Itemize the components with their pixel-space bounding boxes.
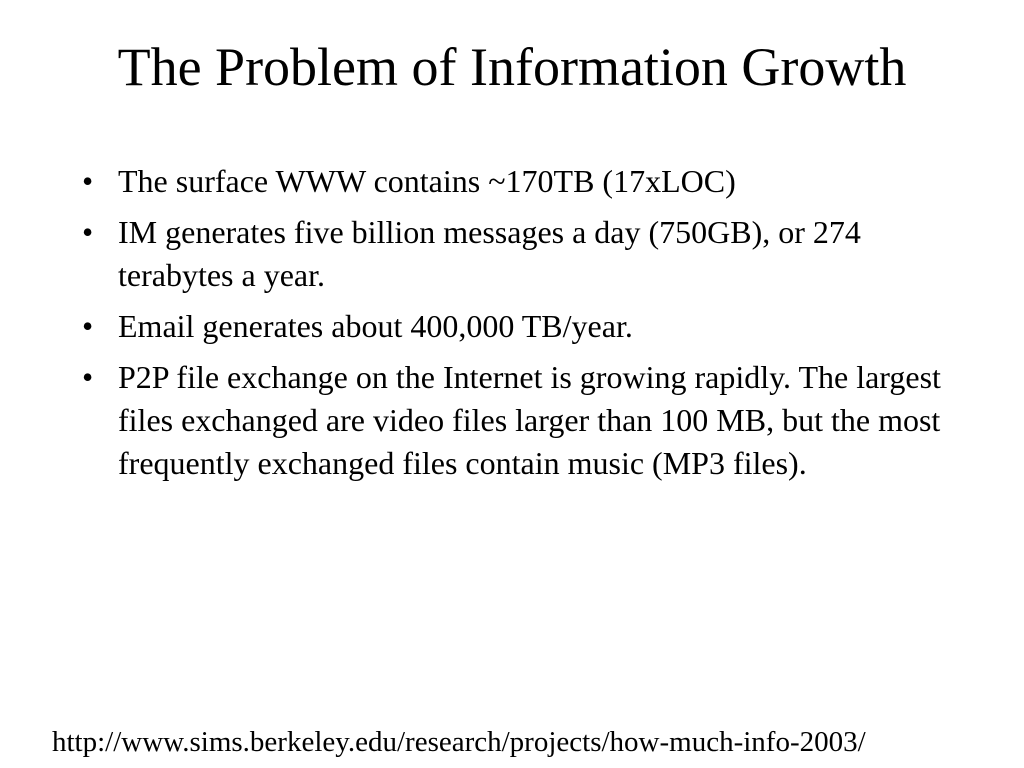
- bullet-text: P2P file exchange on the Internet is growing rapidly. The largest files exchanged are video files larger than 100 MB, but the most frequently exchanged files contain music (MP3 files).: [118, 359, 941, 481]
- bullet-text: IM generates five billion messages a day (750GB), or 274 terabytes a year.: [118, 214, 861, 293]
- slide-title: The Problem of Information Growth: [117, 37, 907, 97]
- bullet-list: [82, 160, 962, 493]
- bullet-text: The surface WWW contains ~170TB (17xLOC): [118, 163, 736, 199]
- bullet-item-im-messages: [82, 211, 962, 297]
- bullet-marker: •: [82, 359, 94, 395]
- bullet-item-p2p: [82, 356, 962, 485]
- bullet-marker: •: [82, 214, 94, 250]
- bullet-text: Email generates about 400,000 TB/year.: [118, 308, 633, 344]
- bullet-item-email: [82, 305, 962, 348]
- bullet-item-www-size: [82, 160, 962, 203]
- bullet-marker: •: [82, 308, 94, 344]
- source-url: http://www.sims.berkeley.edu/research/projects/how-much-info-2003/: [52, 726, 866, 758]
- bullet-marker: •: [82, 163, 94, 199]
